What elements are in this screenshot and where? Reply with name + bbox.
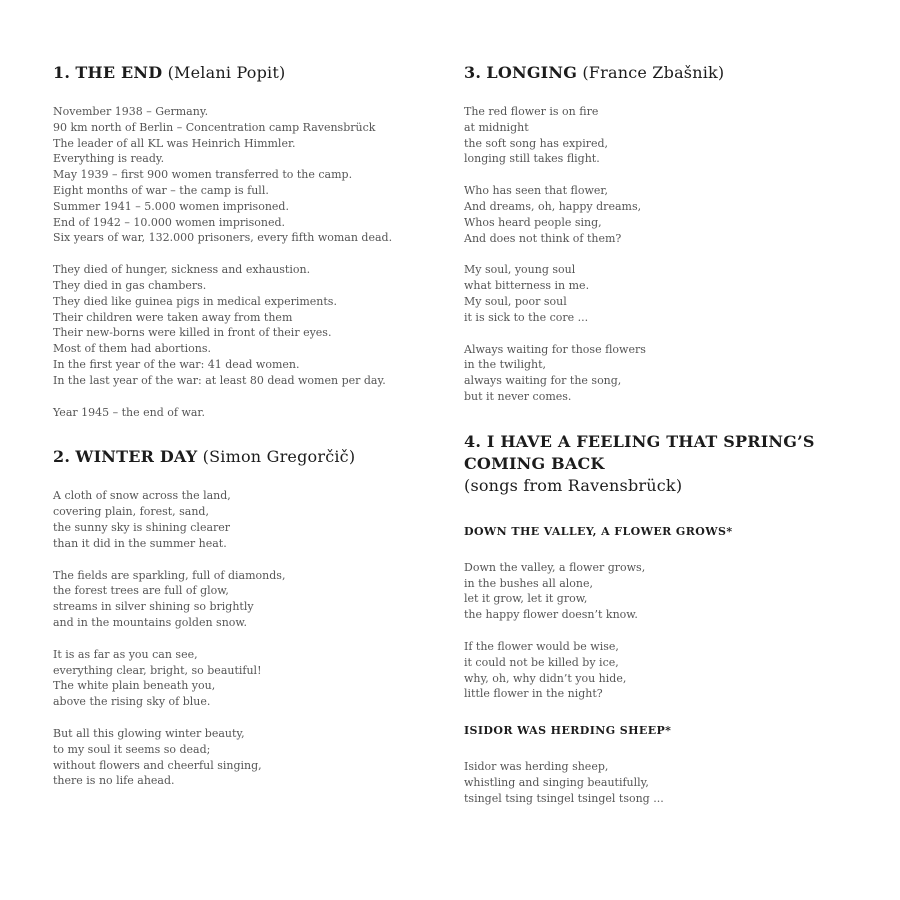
verse-line: whistling and singing beautifully, [464, 775, 649, 789]
verse-line: Most of them had abortions. [53, 342, 212, 356]
stanza [464, 759, 864, 806]
verse-line: longing still takes flight. [464, 152, 600, 166]
verse-line: it could not be killed by ice, [464, 655, 619, 669]
verse-line: to my soul it seems so dead; [53, 742, 211, 756]
verse-line: the soft song has expired, [464, 136, 609, 150]
verse-line: always waiting for the song, [464, 374, 622, 388]
verse-line: Eight months of war – the camp is full. [53, 183, 269, 197]
verse-line: it is sick to the core ... [464, 310, 589, 324]
song-title: ISIDOR WAS HERDING SHEEP* [464, 724, 672, 738]
verse-line: Who has seen that flower, [464, 184, 608, 198]
verse-line: Always waiting for those flowers [464, 342, 646, 356]
stanza [53, 405, 443, 421]
stanza [53, 262, 443, 388]
verse-line: streams in silver shining so brightly [53, 600, 254, 614]
stanza [53, 104, 443, 246]
verse-line: little flower in the night? [464, 687, 603, 701]
verse-line: They died in gas chambers. [53, 278, 207, 292]
verse-line: in the twilight, [464, 358, 547, 372]
section-title-the-end: 1. THE END (Melani Popit) [53, 63, 286, 82]
verse-line: And dreams, oh, happy dreams, [464, 199, 642, 213]
verse-line: tsingel tsing tsingel tsingel tsong ... [464, 791, 664, 805]
verse-line: Six years of war, 132.000 prisoners, every fifth woman dead. [53, 231, 393, 245]
verse-line: Whos heard people sing, [464, 215, 602, 229]
section-title-winter-day: 2. WINTER DAY (Simon Gregorčič) [53, 447, 356, 467]
right-column [464, 62, 864, 807]
stanza [464, 262, 864, 325]
verse-line: why, oh, why didn’t you hide, [464, 671, 627, 685]
verse-line: the forest trees are full of glow, [53, 584, 229, 598]
verse-line: everything clear, bright, so beautiful! [53, 663, 262, 677]
verse-line: Summer 1941 – 5.000 women imprisoned. [53, 199, 289, 213]
stanza [53, 488, 443, 551]
verse-line: A cloth of snow across the land, [53, 489, 231, 503]
stanza [53, 647, 443, 710]
verse-line: but it never comes. [464, 389, 572, 403]
verse-line: covering plain, forest, sand, [53, 505, 209, 519]
verse-line: The white plain beneath you, [53, 679, 216, 693]
verse-line: without flowers and cheerful singing, [53, 758, 262, 772]
verse-line: May 1939 – first 900 women transferred to the camp. [53, 168, 353, 182]
stanza [464, 183, 864, 246]
verse-line: My soul, poor soul [464, 294, 567, 308]
verse-line: November 1938 – Germany. [53, 105, 209, 118]
verse-line: Down the valley, a flower grows, [464, 560, 646, 574]
verse-line: and in the mountains golden snow. [53, 615, 248, 629]
verse-line: the happy flower doesn’t know. [464, 608, 638, 622]
stanza [53, 568, 443, 631]
section-title-spring: 4. I HAVE A FEELING THAT SPRING’S COMING BACK (songs from Ravensbrück) [464, 431, 815, 495]
verse-line: The fields are sparkling, full of diamonds, [53, 568, 286, 582]
left-column [53, 62, 443, 789]
verse-line: let it grow, let it grow, [464, 592, 588, 606]
song-title: DOWN THE VALLEY, A FLOWER GROWS* [464, 524, 733, 538]
verse-line: And does not think of them? [464, 231, 622, 245]
stanza [464, 560, 864, 623]
stanza [464, 639, 864, 702]
verse-line: Everything is ready. [53, 152, 165, 166]
verse-line: End of 1942 – 10.000 women imprisoned. [53, 215, 286, 229]
verse-line: Isidor was herding sheep, [464, 760, 609, 774]
stanza [464, 342, 864, 405]
verse-line: The red flower is on fire [464, 105, 599, 118]
verse-line: It is as far as you can see, [53, 647, 198, 661]
section-title-longing: 3. LONGING (France Zbašnik) [464, 63, 725, 82]
verse-line: In the first year of the war: 41 dead women. [53, 357, 300, 371]
verse-line: If the flower would be wise, [464, 639, 619, 653]
verse-line: They died like guinea pigs in medical experiments. [53, 294, 337, 308]
verse-line: They died of hunger, sickness and exhaustion. [53, 263, 311, 277]
verse-line: The leader of all KL was Heinrich Himmler. [53, 136, 296, 150]
stanza [53, 726, 443, 789]
verse-line: there is no life ahead. [53, 774, 175, 788]
verse-line: what bitterness in me. [464, 279, 590, 293]
verse-line: My soul, young soul [464, 263, 576, 277]
verse-line: at midnight [464, 120, 529, 134]
verse-line: Year 1945 – the end of war. [53, 405, 205, 419]
verse-line: Their children were taken away from them [53, 310, 293, 324]
verse-line: 90 km north of Berlin – Concentration camp Ravensbrück [53, 120, 376, 134]
verse-line: But all this glowing winter beauty, [53, 726, 245, 740]
verse-line: in the bushes all alone, [464, 576, 593, 590]
verse-line: Their new-borns were killed in front of their eyes. [53, 326, 332, 340]
verse-line: the sunny sky is shining clearer [53, 520, 231, 534]
verse-line: above the rising sky of blue. [53, 695, 211, 709]
verse-line: In the last year of the war: at least 80 dead women per day. [53, 373, 386, 387]
verse-line: than it did in the summer heat. [53, 536, 227, 550]
stanza [464, 104, 864, 167]
